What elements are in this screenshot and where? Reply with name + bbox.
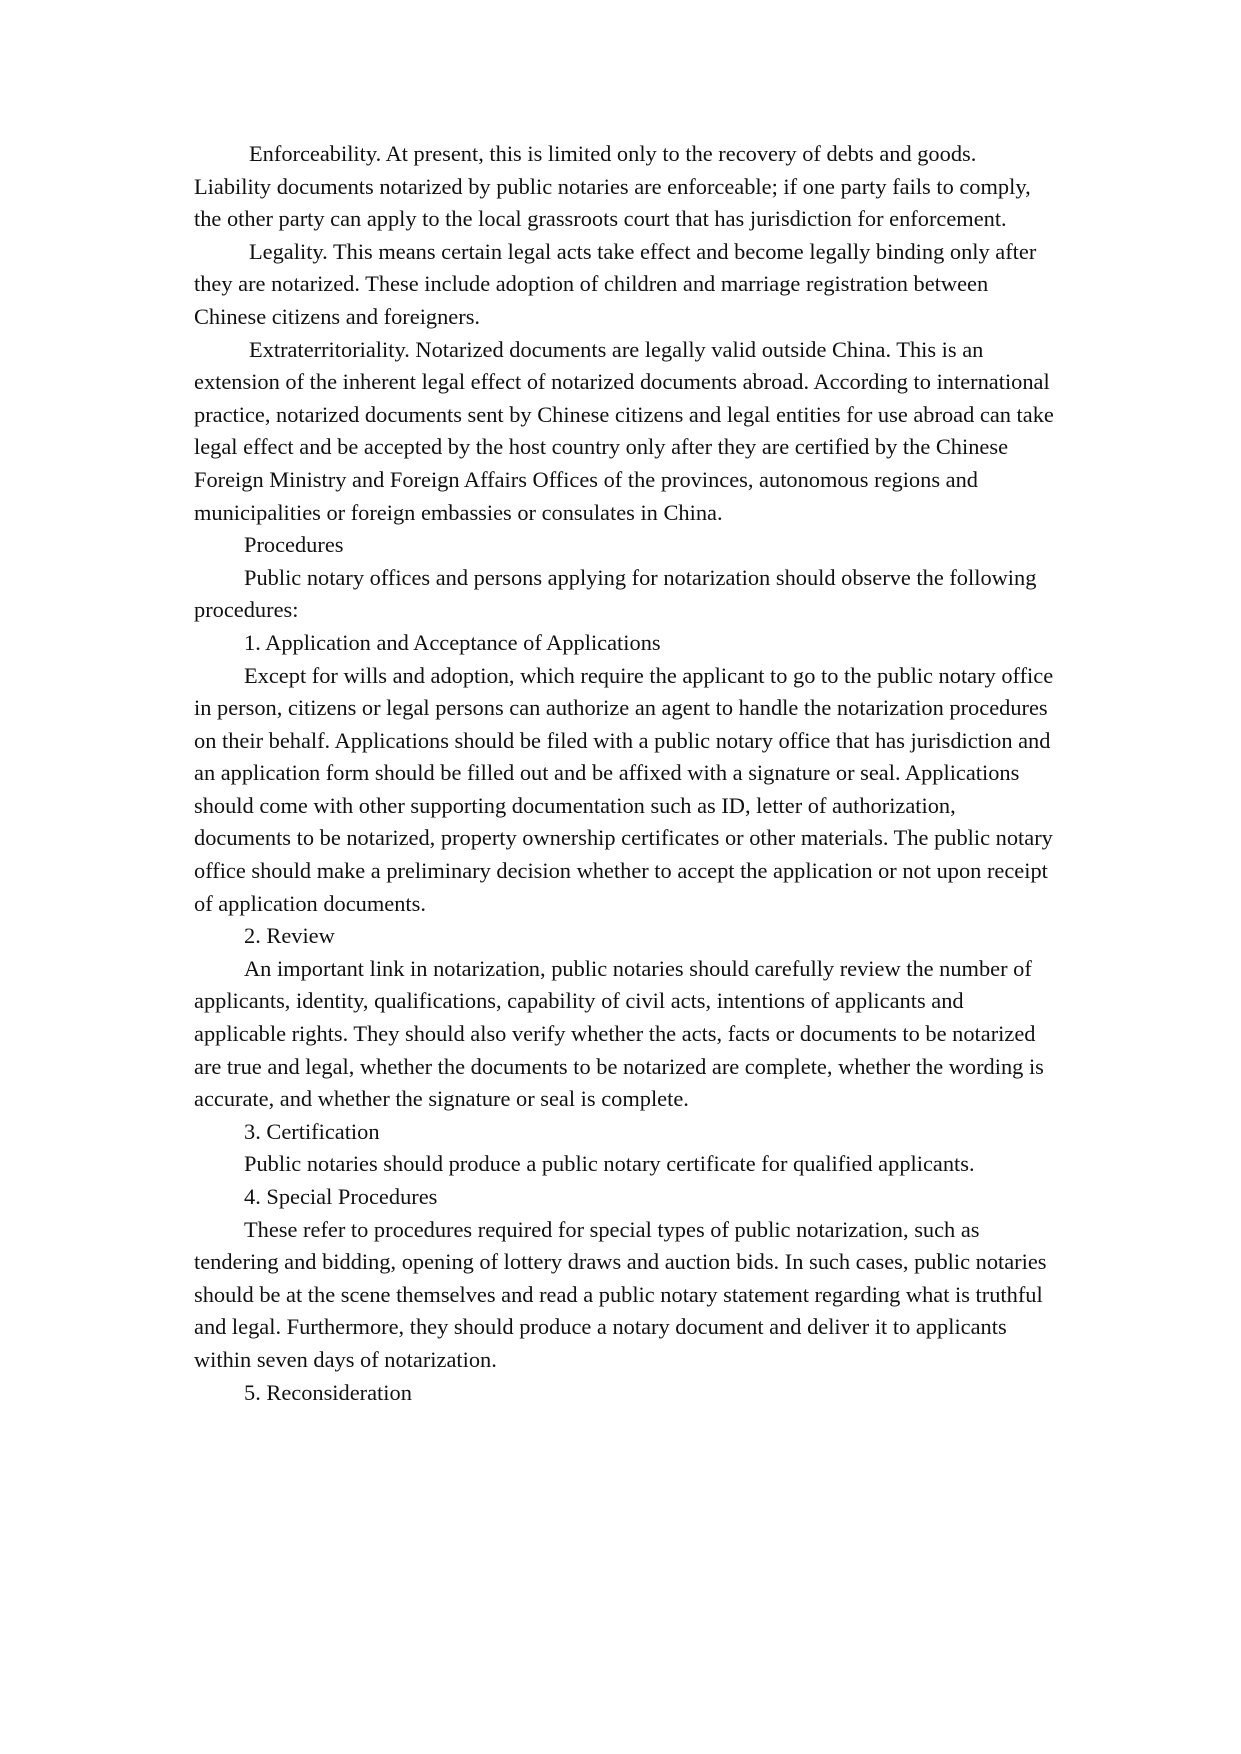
document-page: [194, 138, 1054, 1409]
paragraph-enforceability: Enforceability. At present, this is limited only to the recovery of debts and goods. Liability documents notarized by public notaries are enforceable; if one party fails to comply, the other party can apply to the local grassroots court that has jurisdiction for enforcement.: [194, 141, 1031, 232]
heading-application: 1. Application and Acceptance of Applications: [244, 629, 661, 655]
heading-special-procedures: 4. Special Procedures: [244, 1184, 438, 1209]
paragraph-certification: Public notaries should produce a public notary certificate for qualified applicants.: [244, 1151, 975, 1177]
heading-review: 2. Review: [244, 923, 335, 949]
paragraph-legality: Legality. This means certain legal acts take effect and become legally binding only after they are notarized. These include adoption of children and marriage registration between Chinese citizens and foreigners.: [194, 238, 1037, 329]
paragraph-extraterritoriality: Extraterritoriality. Notarized documents are legally valid outside China. This is an extension of the inherent legal effect of notarized documents abroad. According to international practice, notarized documents sent by Chinese citizens and legal entities for use abroad can take legal effect and be accepted by the host country only after they are certified by the Chinese Foreign Ministry and Foreign Affairs Offices of the provinces, autonomous regions and municipalities or foreign embassies or consulates in China.: [194, 336, 1054, 525]
heading-procedures: Procedures: [244, 532, 344, 558]
paragraph-review: An important link in notarization, public notaries should carefully review the number of applicants, identity, qualifications, capability of civil acts, intentions of applicants and applicable rights. They should also verify whether the acts, facts or documents to be notarized are true and legal, whether the documents to be notarized are complete, whether the wording is accurate, and whether the signature or seal is complete.: [194, 955, 1044, 1112]
paragraph-application: Except for wills and adoption, which require the applicant to go to the public notary office in person, citizens or legal persons can authorize an agent to handle the notarization procedures on their behalf. Applications should be filed with a public notary office that has jurisdiction and an application form should be filled out and be affixed with a signature or seal. Applications should come with other supporting documentation such as ID, letter of authorization, documents to be notarized, property ownership certificates or other materials. The public notary office should make a preliminary decision whether to accept the application or not upon receipt of application documents.: [194, 662, 1054, 916]
heading-reconsideration: 5. Reconsideration: [244, 1379, 412, 1405]
heading-certification: 3. Certification: [244, 1118, 380, 1144]
paragraph-special-procedures: These refer to procedures required for special types of public notarization, such as tendering and bidding, opening of lottery draws and auction bids. In such cases, public notaries should be at the scene themselves and read a public notary statement regarding what is truthful and legal. Furthermore, they should produce a notary document and deliver it to applicants within seven days of notarization.: [194, 1216, 1047, 1372]
paragraph-procedures-intro: Public notary offices and persons applying for notarization should observe the following procedures:: [194, 564, 1037, 623]
